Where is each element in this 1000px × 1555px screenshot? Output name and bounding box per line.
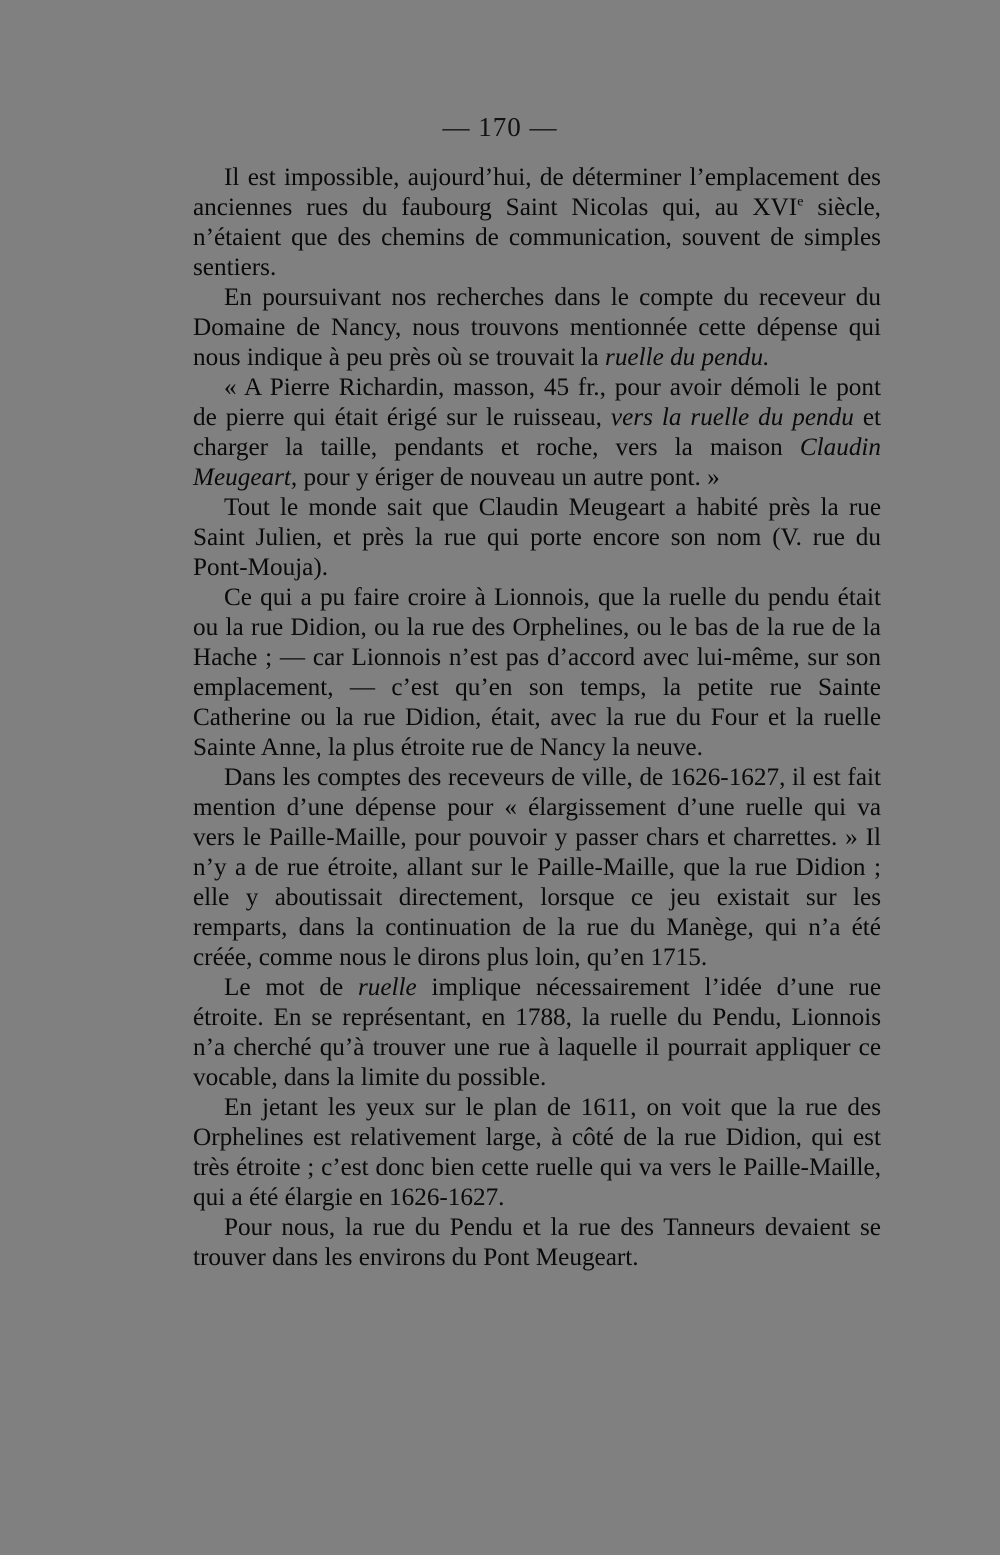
text-run: Ce qui a pu faire croire à Lionnois, que la ruelle du pendu était ou la rue Didion, ou la rue des Orphelines, ou le bas de la rue de la Hache ; — car Lionnois n’est pas d’accord avec lui-même, sur son emplacement, — c’est qu’en son temps, la petite rue Sainte Catherine ou la rue Didion, était, avec la rue du Four et la ruelle Sainte Anne, la plus étroite rue de Nancy la neuve. — [193, 584, 881, 761]
text-run: pour y ériger de nouveau un autre pont. » — [297, 464, 720, 491]
text-run: et charger la taille, pendants et roche, vers la maison — [193, 404, 881, 461]
text-run: implique nécessairement l’idée d’une rue étroite. En se représentant, en 1788, la ruelle du Pendu, Lionnois n’a cherché qu’à trouver une rue à laquelle il pourrait appliquer ce vocable, dans la limite du possible. — [193, 974, 881, 1091]
italic-run: Claudin Meugeart, — [193, 434, 881, 491]
paragraph — [193, 283, 881, 373]
italic-run: vers la ruelle du pendu — [610, 404, 854, 431]
paragraph — [193, 493, 881, 583]
text-run: Tout le monde sait que Claudin Meugeart a habité près la rue Saint Julien, et près la rue qui porte encore son nom (V. rue du Pont-Mouja). — [193, 494, 881, 581]
paragraph — [193, 1093, 881, 1213]
paragraph — [193, 583, 881, 763]
text-run: Le mot de — [224, 974, 358, 1001]
paragraph — [193, 763, 881, 973]
text-run: Il est impossible, aujourd’hui, de déterminer l’emplacement des anciennes rues du faubourg Saint Nicolas qui, au XVI — [193, 164, 881, 221]
text-run: En jetant les yeux sur le plan de 1611, on voit que la rue des Orphelines est relativement large, à côté de la rue Didion, qui est très étroite ; c’est donc bien cette ruelle qui va vers le Paille-Maille, qui a été élargie en 1626-1627. — [193, 1094, 881, 1211]
page-number: — 170 — — [442, 112, 558, 142]
text-run: « A Pierre Richardin, masson, 45 fr., pour avoir démoli le pont de pierre qui était érigé sur le ruisseau, — [193, 374, 881, 431]
italic-run: ruelle du pendu. — [605, 344, 770, 371]
text-run: siècle, n’étaient que des chemins de communication, souvent de simples sentiers. — [193, 194, 881, 281]
text-run: Dans les comptes des receveurs de ville, de 1626-1627, il est fait mention d’une dépense pour « élargissement d’une ruelle qui va vers le Paille-Maille, pour pouvoir y passer chars et charrettes. » Il n’y a de rue étroite, allant sur le Paille-Maille, que la rue Didion ; elle y aboutissait directement, lorsque ce jeu existait sur les remparts, dans la continuation de la rue du Manège, qui n’a été créée, comme nous le dirons plus loin, qu’en 1715. — [193, 764, 881, 971]
superscript-run: e — [797, 194, 804, 210]
body-text — [193, 163, 881, 1273]
paragraph — [193, 1213, 881, 1273]
paragraph — [193, 973, 881, 1093]
paragraph — [193, 373, 881, 493]
italic-run: ruelle — [357, 974, 417, 1001]
text-run: Pour nous, la rue du Pendu et la rue des Tanneurs devaient se trouver dans les environs du Pont Meugeart. — [193, 1214, 881, 1271]
text-run: En poursuivant nos recherches dans le compte du receveur du Domaine de Nancy, nous trouvons mentionnée cette dépense qui nous indique à peu près où se trouvait la — [193, 284, 881, 371]
paragraph — [193, 163, 881, 283]
